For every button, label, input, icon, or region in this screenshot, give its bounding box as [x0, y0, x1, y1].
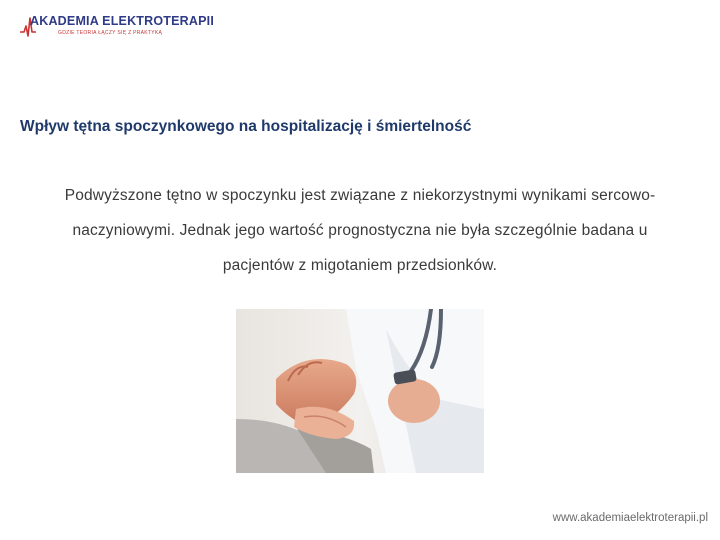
doctor-checking-pulse-photo	[236, 309, 484, 473]
slide-body-text: Podwyższone tętno w spoczynku jest związane z niekorzystnymi wynikami sercowo-naczyniowymi. Jednak jego wartość prognostyczna nie była szczególnie badana u pacjentów z migotaniem przedsionków.	[64, 187, 656, 274]
logo-text: AKADEMIA ELEKTROTERAPII	[30, 14, 215, 28]
logo-tagline: GDZIE TEORIA ŁĄCZY SIĘ Z PRAKTYKĄ	[58, 30, 163, 36]
logo	[20, 14, 215, 40]
slide-title: Wpływ tętna spoczynkowego na hospitalizację i śmiertelność	[20, 118, 472, 135]
footer-website-url: www.akademiaelektroterapii.pl	[552, 512, 708, 524]
